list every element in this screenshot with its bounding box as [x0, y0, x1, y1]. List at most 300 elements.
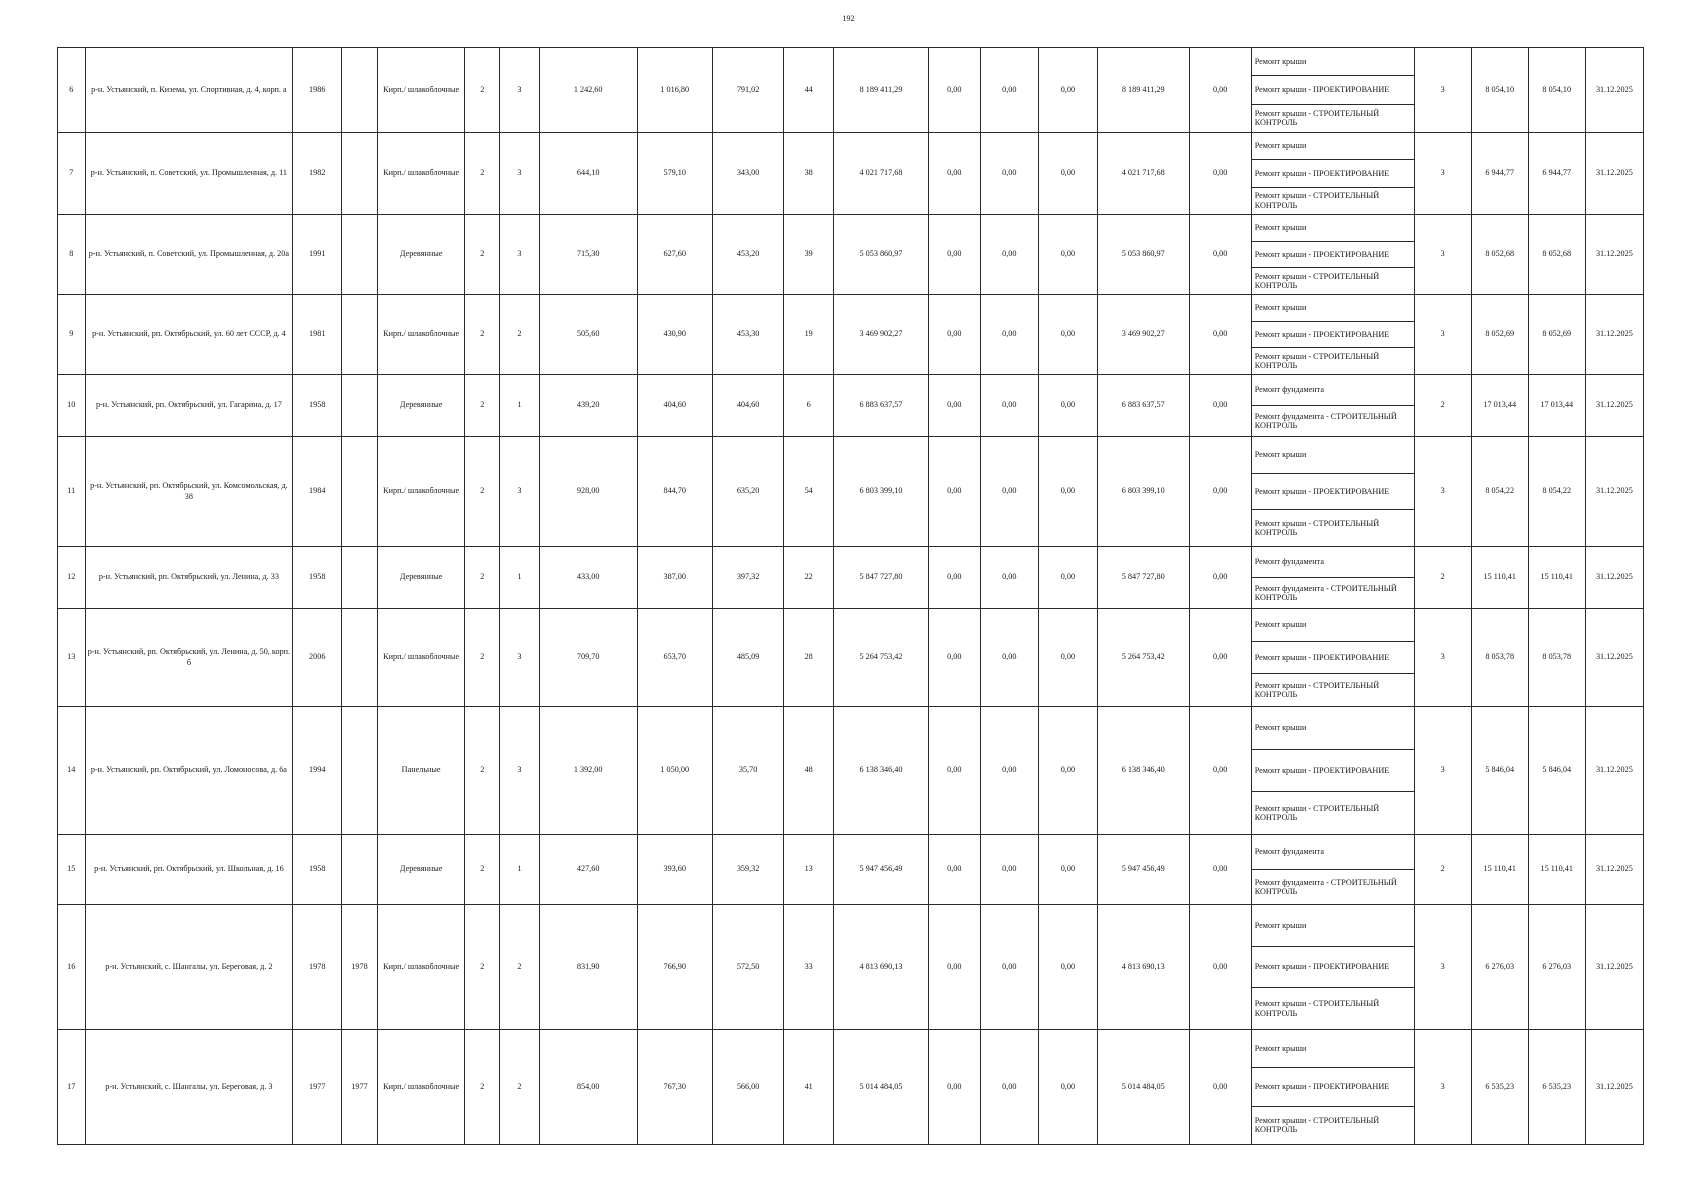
deadline-cell: 31.12.2025 — [1585, 295, 1643, 375]
work-count-cell: 3 — [1414, 215, 1471, 295]
federal-funds-cell: 0,00 — [928, 707, 980, 835]
table-row — [58, 215, 1644, 295]
deadline-cell: 31.12.2025 — [1585, 609, 1643, 707]
floors-cell: 2 — [465, 1030, 500, 1145]
table-row — [58, 707, 1644, 835]
row-number-cell: 15 — [58, 835, 86, 905]
other-funds-cell: 0,00 — [1189, 609, 1251, 707]
work-count-cell: 2 — [1414, 547, 1471, 609]
table-body — [58, 48, 1644, 1145]
premises-area-cell: 1 016,80 — [637, 48, 712, 133]
residential-area-cell: 635,20 — [712, 437, 783, 547]
residential-area-cell: 566,00 — [712, 1030, 783, 1145]
works-cell — [1251, 1030, 1414, 1145]
address-cell: р-н. Устьянский, п. Кизема, ул. Спортивная, д. 4, корп. а — [85, 48, 293, 133]
commission-year-cell: 1977 — [342, 1030, 378, 1145]
deadline-cell: 31.12.2025 — [1585, 133, 1643, 215]
works-cell — [1251, 48, 1414, 133]
wall-material-cell: Кирп./ шлакоблочные — [377, 609, 465, 707]
unit-cost-cell: 8 054,10 — [1471, 48, 1528, 133]
owner-funds-cell: 3 469 902,27 — [1097, 295, 1189, 375]
row-number-cell: 12 — [58, 547, 86, 609]
regional-funds-cell: 0,00 — [980, 707, 1038, 835]
wall-material-cell: Кирп./ шлакоблочные — [377, 437, 465, 547]
local-funds-cell: 0,00 — [1038, 215, 1097, 295]
total-cost-cell: 5 264 753,42 — [834, 609, 929, 707]
build-year-cell: 1986 — [293, 48, 342, 133]
owner-funds-cell: 8 189 411,29 — [1097, 48, 1189, 133]
max-unit-cost-cell: 15 110,41 — [1528, 547, 1585, 609]
unit-cost-cell: 17 013,44 — [1471, 375, 1528, 437]
table-row — [58, 835, 1644, 905]
work-type-item: Ремонт фундамента — [1252, 375, 1414, 406]
total-area-cell: 709,70 — [539, 609, 637, 707]
residents-cell: 6 — [784, 375, 834, 437]
wall-material-cell: Деревянные — [377, 375, 465, 437]
entrances-cell: 2 — [500, 905, 540, 1030]
premises-area-cell: 653,70 — [637, 609, 712, 707]
other-funds-cell: 0,00 — [1189, 1030, 1251, 1145]
max-unit-cost-cell: 6 535,23 — [1528, 1030, 1585, 1145]
floors-cell: 2 — [465, 295, 500, 375]
row-number-cell: 14 — [58, 707, 86, 835]
work-type-item: Ремонт крыши — [1252, 707, 1414, 750]
work-count-cell: 3 — [1414, 609, 1471, 707]
residential-area-cell: 453,30 — [712, 295, 783, 375]
work-type-item: Ремонт крыши - СТРОИТЕЛЬНЫЙ КОНТРОЛЬ — [1254, 518, 1380, 538]
commission-year-cell: 1978 — [342, 905, 378, 1030]
page-number: 192 — [842, 14, 855, 23]
works-cell — [1251, 609, 1414, 707]
total-area-cell: 854,00 — [539, 1030, 637, 1145]
commission-year-cell — [342, 437, 378, 547]
other-funds-cell: 0,00 — [1189, 133, 1251, 215]
row-number-cell: 10 — [58, 375, 86, 437]
premises-area-cell: 1 050,00 — [637, 707, 712, 835]
premises-area-cell: 579,10 — [637, 133, 712, 215]
residents-cell: 13 — [784, 835, 834, 905]
row-number-cell: 9 — [58, 295, 86, 375]
unit-cost-cell: 8 053,78 — [1471, 609, 1528, 707]
floors-cell: 2 — [465, 215, 500, 295]
federal-funds-cell: 0,00 — [928, 547, 980, 609]
table-row — [58, 48, 1644, 133]
build-year-cell: 1981 — [293, 295, 342, 375]
unit-cost-cell: 15 110,41 — [1471, 835, 1528, 905]
entrances-cell: 3 — [500, 215, 540, 295]
deadline-cell: 31.12.2025 — [1585, 707, 1643, 835]
owner-funds-cell: 5 947 456,49 — [1097, 835, 1189, 905]
federal-funds-cell: 0,00 — [928, 133, 980, 215]
work-type-item: Ремонт крыши — [1252, 295, 1414, 322]
owner-funds-cell: 5 847 727,80 — [1097, 547, 1189, 609]
work-type-item: Ремонт крыши - ПРОЕКТИРОВАНИЕ — [1252, 1068, 1414, 1106]
build-year-cell: 1994 — [293, 707, 342, 835]
table-row — [58, 1030, 1644, 1145]
floors-cell: 2 — [465, 547, 500, 609]
deadline-cell: 31.12.2025 — [1585, 547, 1643, 609]
works-cell — [1251, 133, 1414, 215]
other-funds-cell: 0,00 — [1189, 215, 1251, 295]
row-number-cell: 16 — [58, 905, 86, 1030]
work-count-cell: 3 — [1414, 1030, 1471, 1145]
build-year-cell: 1991 — [293, 215, 342, 295]
address-cell: р-н. Устьянский, п. Советский, ул. Промышленная, д. 11 — [85, 133, 293, 215]
wall-material-cell: Кирп./ шлакоблочные — [377, 295, 465, 375]
federal-funds-cell: 0,00 — [928, 609, 980, 707]
work-type-item: Ремонт крыши - ПРОЕКТИРОВАНИЕ — [1252, 76, 1414, 104]
floors-cell: 2 — [465, 707, 500, 835]
other-funds-cell: 0,00 — [1189, 905, 1251, 1030]
residents-cell: 54 — [784, 437, 834, 547]
commission-year-cell — [342, 609, 378, 707]
regional-funds-cell: 0,00 — [980, 905, 1038, 1030]
wall-material-cell: Кирп./ шлакоблочные — [377, 1030, 465, 1145]
work-type-item: Ремонт крыши - ПРОЕКТИРОВАНИЕ — [1252, 474, 1414, 511]
federal-funds-cell: 0,00 — [928, 375, 980, 437]
total-cost-cell: 5 053 860,97 — [834, 215, 929, 295]
table-row — [58, 609, 1644, 707]
residential-area-cell: 359,32 — [712, 835, 783, 905]
works-cell — [1251, 835, 1414, 905]
commission-year-cell — [342, 707, 378, 835]
total-cost-cell: 6 138 346,40 — [834, 707, 929, 835]
work-type-item: Ремонт крыши - СТРОИТЕЛЬНЫЙ КОНТРОЛЬ — [1254, 271, 1380, 291]
residential-area-cell: 404,60 — [712, 375, 783, 437]
address-cell: р-н. Устьянский, с. Шангалы, ул. Береговая, д. 3 — [85, 1030, 293, 1145]
work-type-item: Ремонт крыши - СТРОИТЕЛЬНЫЙ КОНТРОЛЬ — [1254, 351, 1380, 371]
works-cell — [1251, 905, 1414, 1030]
deadline-cell: 31.12.2025 — [1585, 375, 1643, 437]
total-area-cell: 433,00 — [539, 547, 637, 609]
premises-area-cell: 627,60 — [637, 215, 712, 295]
other-funds-cell: 0,00 — [1189, 547, 1251, 609]
floors-cell: 2 — [465, 437, 500, 547]
other-funds-cell: 0,00 — [1189, 295, 1251, 375]
other-funds-cell: 0,00 — [1189, 707, 1251, 835]
local-funds-cell: 0,00 — [1038, 835, 1097, 905]
total-area-cell: 1 242,60 — [539, 48, 637, 133]
other-funds-cell: 0,00 — [1189, 835, 1251, 905]
address-cell: р-н. Устьянский, рп. Октябрьский, ул. Гагарина, д. 17 — [85, 375, 293, 437]
federal-funds-cell: 0,00 — [928, 48, 980, 133]
table-row — [58, 547, 1644, 609]
federal-funds-cell: 0,00 — [928, 905, 980, 1030]
work-count-cell: 2 — [1414, 375, 1471, 437]
entrances-cell: 3 — [500, 48, 540, 133]
work-type-item: Ремонт крыши - СТРОИТЕЛЬНЫЙ КОНТРОЛЬ — [1254, 191, 1380, 210]
other-funds-cell: 0,00 — [1189, 437, 1251, 547]
total-cost-cell: 5 014 484,05 — [834, 1030, 929, 1145]
regional-funds-cell: 0,00 — [980, 215, 1038, 295]
row-number-cell: 13 — [58, 609, 86, 707]
entrances-cell: 3 — [500, 609, 540, 707]
federal-funds-cell: 0,00 — [928, 437, 980, 547]
local-funds-cell: 0,00 — [1038, 905, 1097, 1030]
work-type-item: Ремонт фундамента - СТРОИТЕЛЬНЫЙ КОНТРОЛЬ — [1254, 583, 1397, 602]
deadline-cell: 31.12.2025 — [1585, 905, 1643, 1030]
build-year-cell: 1958 — [293, 375, 342, 437]
table-row — [58, 295, 1644, 375]
regional-funds-cell: 0,00 — [980, 437, 1038, 547]
premises-area-cell: 767,30 — [637, 1030, 712, 1145]
local-funds-cell: 0,00 — [1038, 707, 1097, 835]
other-funds-cell: 0,00 — [1189, 375, 1251, 437]
residents-cell: 48 — [784, 707, 834, 835]
max-unit-cost-cell: 8 054,22 — [1528, 437, 1585, 547]
owner-funds-cell: 5 053 860,97 — [1097, 215, 1189, 295]
row-number-cell: 6 — [58, 48, 86, 133]
total-area-cell: 505,60 — [539, 295, 637, 375]
repair-register-table — [57, 47, 1644, 1145]
total-cost-cell: 5 947 456,49 — [834, 835, 929, 905]
work-type-item: Ремонт крыши — [1252, 609, 1414, 642]
commission-year-cell — [342, 547, 378, 609]
residents-cell: 22 — [784, 547, 834, 609]
commission-year-cell — [342, 295, 378, 375]
regional-funds-cell: 0,00 — [980, 547, 1038, 609]
row-number-cell: 8 — [58, 215, 86, 295]
unit-cost-cell: 8 054,22 — [1471, 437, 1528, 547]
table-row — [58, 133, 1644, 215]
local-funds-cell: 0,00 — [1038, 375, 1097, 437]
total-cost-cell: 4 813 690,13 — [834, 905, 929, 1030]
work-type-item: Ремонт крыши - ПРОЕКТИРОВАНИЕ — [1252, 947, 1414, 989]
unit-cost-cell: 6 276,03 — [1471, 905, 1528, 1030]
build-year-cell: 1978 — [293, 905, 342, 1030]
row-number-cell: 11 — [58, 437, 86, 547]
entrances-cell: 1 — [500, 375, 540, 437]
federal-funds-cell: 0,00 — [928, 1030, 980, 1145]
floors-cell: 2 — [465, 133, 500, 215]
work-count-cell: 3 — [1414, 295, 1471, 375]
work-type-item: Ремонт крыши — [1252, 133, 1414, 160]
unit-cost-cell: 5 846,04 — [1471, 707, 1528, 835]
works-cell — [1251, 707, 1414, 835]
local-funds-cell: 0,00 — [1038, 295, 1097, 375]
work-count-cell: 2 — [1414, 835, 1471, 905]
address-cell: р-н. Устьянский, рп. Октябрьский, ул. Школьная, д. 16 — [85, 835, 293, 905]
work-type-item: Ремонт крыши — [1252, 437, 1414, 474]
regional-funds-cell: 0,00 — [980, 133, 1038, 215]
wall-material-cell: Деревянные — [377, 215, 465, 295]
works-cell — [1251, 215, 1414, 295]
total-area-cell: 427,60 — [539, 835, 637, 905]
max-unit-cost-cell: 6 944,77 — [1528, 133, 1585, 215]
total-area-cell: 439,20 — [539, 375, 637, 437]
total-area-cell: 928,00 — [539, 437, 637, 547]
local-funds-cell: 0,00 — [1038, 609, 1097, 707]
premises-area-cell: 393,60 — [637, 835, 712, 905]
work-type-item: Ремонт фундамента — [1252, 547, 1414, 578]
build-year-cell: 1958 — [293, 835, 342, 905]
unit-cost-cell: 15 110,41 — [1471, 547, 1528, 609]
work-type-item: Ремонт крыши - СТРОИТЕЛЬНЫЙ КОНТРОЛЬ — [1254, 803, 1380, 823]
regional-funds-cell: 0,00 — [980, 375, 1038, 437]
local-funds-cell: 0,00 — [1038, 547, 1097, 609]
local-funds-cell: 0,00 — [1038, 1030, 1097, 1145]
work-count-cell: 3 — [1414, 133, 1471, 215]
residential-area-cell: 791,02 — [712, 48, 783, 133]
entrances-cell: 2 — [500, 1030, 540, 1145]
floors-cell: 2 — [465, 375, 500, 437]
address-cell: р-н. Устьянский, рп. Октябрьский, ул. Ленина, д. 33 — [85, 547, 293, 609]
max-unit-cost-cell: 5 846,04 — [1528, 707, 1585, 835]
work-type-item: Ремонт крыши - СТРОИТЕЛЬНЫЙ КОНТРОЛЬ — [1254, 680, 1380, 700]
work-type-item: Ремонт фундамента - СТРОИТЕЛЬНЫЙ КОНТРОЛЬ — [1254, 877, 1397, 896]
row-number-cell: 7 — [58, 133, 86, 215]
address-cell: р-н. Устьянский, рп. Октябрьский, ул. Комсомольская, д. 38 — [85, 437, 293, 547]
regional-funds-cell: 0,00 — [980, 609, 1038, 707]
deadline-cell: 31.12.2025 — [1585, 1030, 1643, 1145]
work-type-item: Ремонт крыши — [1252, 215, 1414, 242]
floors-cell: 2 — [465, 48, 500, 133]
works-cell — [1251, 375, 1414, 437]
regional-funds-cell: 0,00 — [980, 295, 1038, 375]
work-type-item: Ремонт крыши — [1252, 1030, 1414, 1068]
work-type-item: Ремонт крыши - СТРОИТЕЛЬНЫЙ КОНТРОЛЬ — [1254, 1115, 1380, 1135]
work-count-cell: 3 — [1414, 707, 1471, 835]
residents-cell: 41 — [784, 1030, 834, 1145]
wall-material-cell: Кирп./ шлакоблочные — [377, 905, 465, 1030]
total-area-cell: 1 392,00 — [539, 707, 637, 835]
regional-funds-cell: 0,00 — [980, 1030, 1038, 1145]
premises-area-cell: 387,00 — [637, 547, 712, 609]
owner-funds-cell: 6 803 399,10 — [1097, 437, 1189, 547]
owner-funds-cell: 4 021 717,68 — [1097, 133, 1189, 215]
unit-cost-cell: 8 052,69 — [1471, 295, 1528, 375]
work-type-item: Ремонт фундамента — [1252, 835, 1414, 870]
entrances-cell: 2 — [500, 295, 540, 375]
unit-cost-cell: 6 535,23 — [1471, 1030, 1528, 1145]
address-cell: р-н. Устьянский, рп. Октябрьский, ул. Ленина, д. 50, корп. б — [85, 609, 293, 707]
work-type-item: Ремонт крыши - СТРОИТЕЛЬНЫЙ КОНТРОЛЬ — [1254, 108, 1380, 128]
total-cost-cell: 6 883 637,57 — [834, 375, 929, 437]
work-type-item: Ремонт крыши - ПРОЕКТИРОВАНИЕ — [1252, 160, 1414, 187]
deadline-cell: 31.12.2025 — [1585, 215, 1643, 295]
regional-funds-cell: 0,00 — [980, 835, 1038, 905]
works-cell — [1251, 295, 1414, 375]
deadline-cell: 31.12.2025 — [1585, 835, 1643, 905]
build-year-cell: 2006 — [293, 609, 342, 707]
owner-funds-cell: 4 813 690,13 — [1097, 905, 1189, 1030]
owner-funds-cell: 6 138 346,40 — [1097, 707, 1189, 835]
local-funds-cell: 0,00 — [1038, 133, 1097, 215]
work-count-cell: 3 — [1414, 437, 1471, 547]
wall-material-cell: Панельные — [377, 707, 465, 835]
total-cost-cell: 5 847 727,80 — [834, 547, 929, 609]
owner-funds-cell: 5 014 484,05 — [1097, 1030, 1189, 1145]
work-count-cell: 3 — [1414, 905, 1471, 1030]
max-unit-cost-cell: 8 054,10 — [1528, 48, 1585, 133]
total-cost-cell: 4 021 717,68 — [834, 133, 929, 215]
address-cell: р-н. Устьянский, рп. Октябрьский, ул. 60 лет СССР, д. 4 — [85, 295, 293, 375]
residents-cell: 33 — [784, 905, 834, 1030]
floors-cell: 2 — [465, 609, 500, 707]
deadline-cell: 31.12.2025 — [1585, 437, 1643, 547]
floors-cell: 2 — [465, 835, 500, 905]
floors-cell: 2 — [465, 905, 500, 1030]
residential-area-cell: 35,70 — [712, 707, 783, 835]
owner-funds-cell: 5 264 753,42 — [1097, 609, 1189, 707]
residential-area-cell: 397,32 — [712, 547, 783, 609]
work-type-item: Ремонт крыши — [1252, 48, 1414, 76]
residents-cell: 39 — [784, 215, 834, 295]
total-area-cell: 831,90 — [539, 905, 637, 1030]
build-year-cell: 1977 — [293, 1030, 342, 1145]
residents-cell: 19 — [784, 295, 834, 375]
total-area-cell: 644,10 — [539, 133, 637, 215]
total-cost-cell: 8 189 411,29 — [834, 48, 929, 133]
max-unit-cost-cell: 17 013,44 — [1528, 375, 1585, 437]
wall-material-cell: Деревянные — [377, 547, 465, 609]
other-funds-cell: 0,00 — [1189, 48, 1251, 133]
work-type-item: Ремонт фундамента - СТРОИТЕЛЬНЫЙ КОНТРОЛЬ — [1254, 411, 1397, 430]
entrances-cell: 1 — [500, 835, 540, 905]
work-type-item: Ремонт крыши - СТРОИТЕЛЬНЫЙ КОНТРОЛЬ — [1254, 999, 1380, 1018]
commission-year-cell — [342, 375, 378, 437]
total-cost-cell: 3 469 902,27 — [834, 295, 929, 375]
residential-area-cell: 485,09 — [712, 609, 783, 707]
table-row — [58, 437, 1644, 547]
unit-cost-cell: 6 944,77 — [1471, 133, 1528, 215]
regional-funds-cell: 0,00 — [980, 48, 1038, 133]
wall-material-cell: Кирп./ шлакоблочные — [377, 133, 465, 215]
max-unit-cost-cell: 8 052,68 — [1528, 215, 1585, 295]
commission-year-cell — [342, 835, 378, 905]
total-area-cell: 715,30 — [539, 215, 637, 295]
residents-cell: 38 — [784, 133, 834, 215]
work-count-cell: 3 — [1414, 48, 1471, 133]
work-type-item: Ремонт крыши - ПРОЕКТИРОВАНИЕ — [1252, 242, 1414, 269]
max-unit-cost-cell: 15 110,41 — [1528, 835, 1585, 905]
local-funds-cell: 0,00 — [1038, 437, 1097, 547]
max-unit-cost-cell: 8 053,78 — [1528, 609, 1585, 707]
entrances-cell: 1 — [500, 547, 540, 609]
works-cell — [1251, 437, 1414, 547]
commission-year-cell — [342, 48, 378, 133]
table-row — [58, 375, 1644, 437]
build-year-cell: 1984 — [293, 437, 342, 547]
residential-area-cell: 453,20 — [712, 215, 783, 295]
deadline-cell: 31.12.2025 — [1585, 48, 1643, 133]
address-cell: р-н. Устьянский, рп. Октябрьский, ул. Ломоносова, д. 6а — [85, 707, 293, 835]
address-cell: р-н. Устьянский, с. Шангалы, ул. Береговая, д. 2 — [85, 905, 293, 1030]
local-funds-cell: 0,00 — [1038, 48, 1097, 133]
entrances-cell: 3 — [500, 437, 540, 547]
premises-area-cell: 844,70 — [637, 437, 712, 547]
federal-funds-cell: 0,00 — [928, 215, 980, 295]
unit-cost-cell: 8 052,68 — [1471, 215, 1528, 295]
premises-area-cell: 430,90 — [637, 295, 712, 375]
wall-material-cell: Кирп./ шлакоблочные — [377, 48, 465, 133]
commission-year-cell — [342, 215, 378, 295]
entrances-cell: 3 — [500, 133, 540, 215]
build-year-cell: 1958 — [293, 547, 342, 609]
total-cost-cell: 6 803 399,10 — [834, 437, 929, 547]
work-type-item: Ремонт крыши — [1252, 905, 1414, 947]
owner-funds-cell: 6 883 637,57 — [1097, 375, 1189, 437]
build-year-cell: 1982 — [293, 133, 342, 215]
federal-funds-cell: 0,00 — [928, 835, 980, 905]
residents-cell: 28 — [784, 609, 834, 707]
entrances-cell: 3 — [500, 707, 540, 835]
residential-area-cell: 343,00 — [712, 133, 783, 215]
federal-funds-cell: 0,00 — [928, 295, 980, 375]
row-number-cell: 17 — [58, 1030, 86, 1145]
residential-area-cell: 572,50 — [712, 905, 783, 1030]
works-cell — [1251, 547, 1414, 609]
